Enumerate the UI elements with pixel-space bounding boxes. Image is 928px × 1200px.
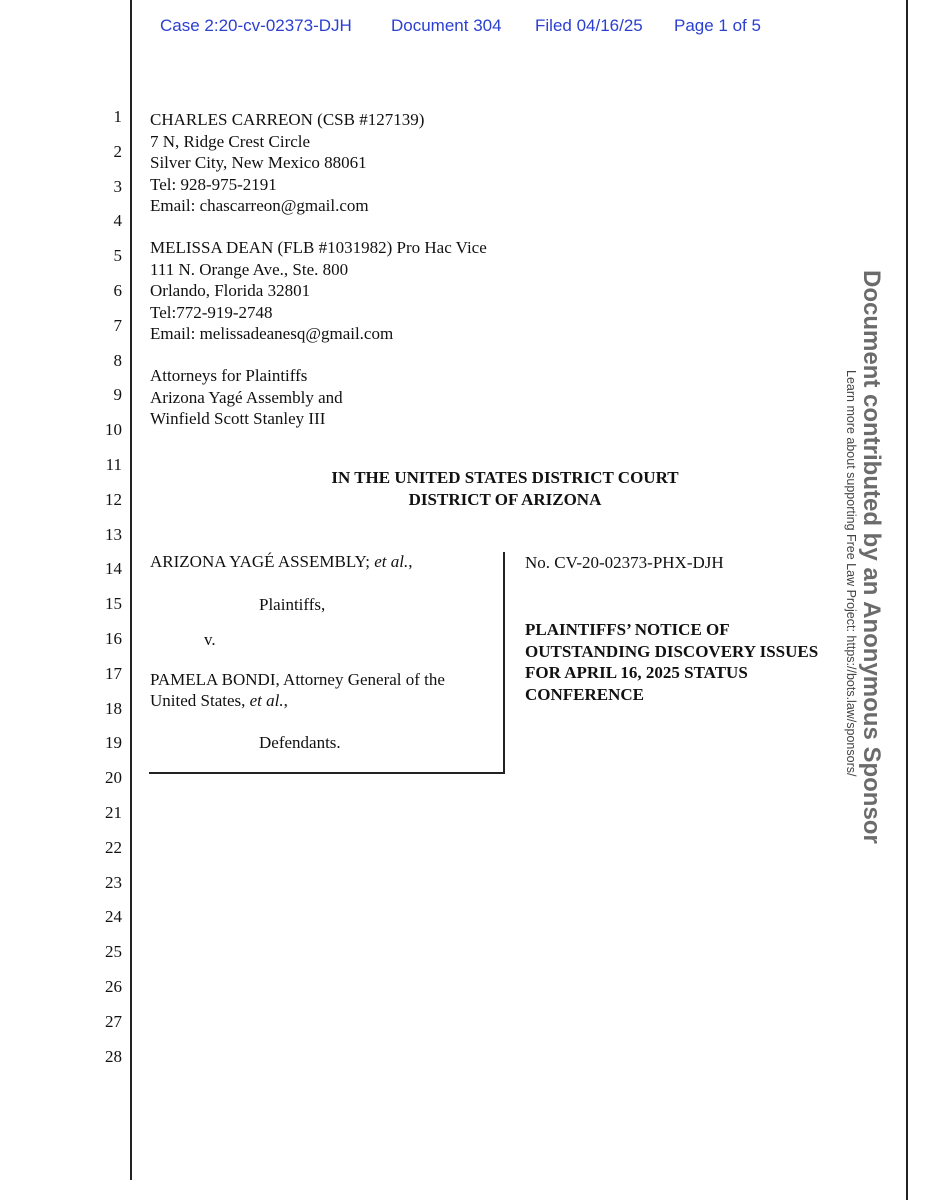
line-number: 13 [105, 524, 122, 544]
right-margin-rule [906, 0, 908, 1200]
case-number: No. CV-20-02373-PHX-DJH [525, 553, 724, 572]
line-number: 12 [105, 489, 122, 509]
line-number: 15 [105, 594, 122, 614]
line-number: 14 [105, 559, 122, 579]
line-number: 20 [105, 768, 122, 788]
line-number: 17 [105, 663, 122, 683]
sponsor-watermark-link: Learn more about supporting Free Law Project: https://bots.law/sponsors/ [844, 370, 858, 777]
attorney2-address2: Orlando, Florida 32801 [150, 281, 311, 300]
attorney2-tel: Tel:772-919-2748 [150, 302, 273, 322]
attorney1-name: CHARLES CARREON (CSB #127139) [150, 110, 425, 129]
line-number: 4 [113, 211, 122, 231]
filed-date-header: Filed 04/16/25 [535, 16, 643, 35]
defendant-line1: PAMELA BONDI, Attorney General of the [150, 670, 445, 689]
title-line1: PLAINTIFFS’ NOTICE OF [525, 620, 730, 639]
attorney2-email: Email: melissadeanesq@gmail.com [150, 324, 394, 343]
title-line4: CONFERENCE [525, 684, 645, 704]
plaintiffs-label: Plaintiffs, [259, 595, 326, 614]
line-number: 9 [113, 385, 122, 405]
line-number: 10 [105, 420, 122, 440]
court-name: IN THE UNITED STATES DISTRICT COURT [331, 468, 679, 487]
attorneys-for-line3: Winfield Scott Stanley III [150, 409, 326, 428]
attorney2-address1: 111 N. Orange Ave., Ste. 800 [150, 259, 349, 279]
document-number-header: Document 304 [391, 16, 502, 35]
line-number: 11 [105, 455, 122, 474]
page-indicator-header: Page 1 of 5 [674, 16, 761, 35]
line-number: 19 [105, 733, 122, 753]
line-number: 22 [105, 837, 122, 857]
title-line3: FOR APRIL 16, 2025 STATUS [525, 663, 748, 682]
line-number: 21 [105, 803, 122, 822]
defendant-line2 [150, 690, 288, 712]
attorneys-for-line1: Attorneys for Plaintiffs [150, 366, 308, 385]
line-number: 18 [105, 698, 122, 718]
court-district: DISTRICT OF ARIZONA [408, 490, 602, 509]
line-number: 8 [113, 350, 122, 370]
title-line2: OUTSTANDING DISCOVERY ISSUES [525, 641, 819, 661]
line-number: 16 [105, 629, 122, 648]
line-number: 25 [105, 942, 122, 962]
plaintiff-name: ARIZONA YAGÉ ASSEMBLY; [150, 552, 370, 571]
line-number: 2 [113, 141, 122, 161]
defendants-label: Defendants. [259, 733, 341, 752]
attorney1-email: Email: chascarreon@gmail.com [150, 196, 369, 215]
sponsor-watermark: Document contributed by an Anonymous Sponsor [858, 270, 885, 844]
attorney1-address1: 7 N, Ridge Crest Circle [150, 131, 311, 151]
line-number: 3 [113, 176, 122, 196]
line-number: 6 [113, 281, 122, 300]
caption-vertical-rule [503, 552, 505, 774]
caption-bottom-rule [149, 772, 504, 774]
attorneys-for-line2: Arizona Yagé Assembly and [150, 387, 343, 407]
defendant-tail: , [283, 691, 288, 710]
line-number: 26 [105, 977, 122, 996]
line-number: 24 [105, 907, 122, 927]
attorney1-address2: Silver City, New Mexico 88061 [150, 153, 367, 172]
plaintiff-party [150, 551, 412, 573]
defendant-country: United States, [150, 691, 246, 710]
line-number: 7 [113, 315, 122, 335]
line-number: 1 [113, 107, 122, 126]
line-number: 5 [113, 246, 122, 266]
line-number: 27 [105, 1011, 122, 1031]
line-number: 23 [105, 872, 122, 892]
defendant-etal: et al. [249, 691, 284, 710]
plaintiff-etal: et al. [374, 552, 409, 571]
versus-label: v. [204, 630, 216, 649]
plaintiff-tail: , [408, 552, 413, 571]
line-number: 28 [105, 1046, 122, 1066]
attorney2-name: MELISSA DEAN (FLB #1031982) Pro Hac Vice [150, 238, 487, 257]
case-number-header: Case 2:20-cv-02373-DJH [160, 16, 352, 35]
attorney1-tel: Tel: 928-975-2191 [150, 174, 277, 194]
left-margin-rule [130, 0, 132, 1180]
